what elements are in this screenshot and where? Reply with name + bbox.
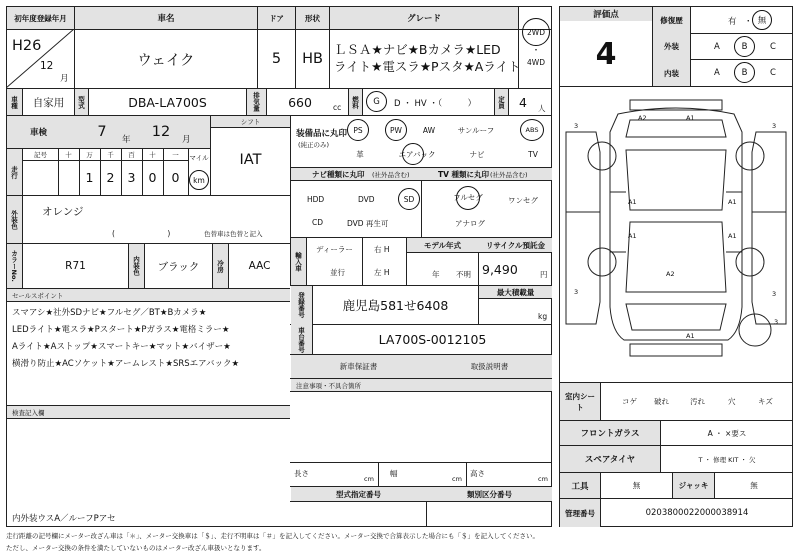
grade-line-2: ライト★電スラ★Pスタ★Aライト [334, 59, 521, 74]
equip-pw: PW [390, 125, 402, 135]
mark-a1-bottom: A1 [686, 332, 695, 340]
equip-abs: ABS [525, 126, 539, 134]
length-label: 長さ [294, 469, 309, 478]
digit-header: 十 [65, 151, 72, 159]
fuel-g: G [373, 96, 380, 107]
equip-aw: AW [422, 125, 436, 135]
equip-sunroof: サンルーフ [457, 125, 495, 135]
fuel-label: 燃料 [351, 95, 359, 109]
digit-header: 百 [128, 151, 135, 159]
equip-airbag: エアバック [398, 149, 436, 159]
inspector-label: 検査記入欄 [12, 409, 45, 417]
car-name-value: ウェイク [137, 52, 195, 69]
max-load-unit: kg [538, 312, 548, 321]
length-unit: cm [364, 475, 374, 483]
notice-label: 注意事項・不具合箇所 [296, 382, 361, 390]
car-name-label: 車名 [157, 14, 175, 24]
repair-sep: ・ [744, 17, 753, 27]
footer-line-2: ただし、メーター交換の条件を満たしていないものはメーター改ざん車扱いとなります。 [6, 544, 266, 552]
tv-fullseg: フルセグ [453, 192, 483, 202]
equip-leather: 革 [356, 149, 364, 159]
seat-item: 汚れ [690, 397, 705, 406]
score-value: 4 [595, 36, 617, 72]
max-load-label: 最大積載量 [496, 287, 535, 297]
sales-line: Aライト★Aストップ★スマートキー★マット★バイザー★ [12, 342, 231, 352]
model-year-unknown: 不明 [456, 270, 471, 279]
import-left-h: 左 H [374, 268, 390, 277]
tv-oneseg: ワンセグ [508, 196, 538, 205]
interior-grade-b: B [741, 67, 748, 78]
mark-a2-top: A2 [638, 114, 647, 122]
tv-note: (社外品含む) [490, 171, 528, 179]
first-reg-month: 12 [40, 60, 54, 72]
digit-header: 万 [86, 151, 93, 159]
grade-line-1: ＬＳＡ★ナビ★Bカメラ★LED [334, 42, 501, 57]
first-reg-month-unit: 月 [60, 74, 69, 84]
width-unit: cm [452, 475, 462, 483]
mileage-digit [58, 162, 79, 192]
spare-value: T ・ 修理 KIT ・ 欠 [698, 455, 756, 464]
shape-label: 形状 [305, 13, 320, 23]
inspector-note: 内外装ウスA／ルーフPアセ [12, 514, 116, 524]
mark-a2-bottom: A2 [666, 270, 675, 278]
mark-a1-right: A1 [728, 198, 737, 206]
seat-item: 穴 [728, 397, 736, 406]
seat-item: コゲ [622, 397, 637, 406]
tools-value: 無 [632, 481, 641, 490]
footer-line-1: 走行距離の記号欄にメーター改ざん車は「＊」、メーター交換車は「＄」、走行不明車は「＃」を記入してください。メーター交換で合算表示した場合にも「＄」を記入してください。 [6, 532, 539, 540]
drive-4wd: 4WD [527, 57, 545, 67]
import-label: 輸入車 [294, 251, 302, 272]
glass-value: A ・ ×要ス [707, 428, 747, 438]
digit-header: 十 [149, 151, 156, 159]
import-dealer: ディーラー [316, 245, 353, 254]
mileage-digit: 0 [171, 169, 180, 185]
width-label: 幅 [390, 469, 398, 478]
sales-line: スマアシ★社外SDナビ★フルセグ／BT★Bカメラ★ [12, 308, 207, 318]
sales-line: LEDライト★電スラ★Pスタート★Pガラス★電格ミラー★ [12, 325, 230, 335]
mileage-digit: 0 [148, 169, 157, 185]
seat-label: 室内シート [565, 391, 595, 412]
digit-header: 一 [172, 151, 179, 159]
model-year-label: モデル年式 [423, 240, 462, 250]
management-number: 0203800022000038914 [645, 508, 749, 518]
digit-header: 千 [107, 151, 114, 159]
tire-mark: 3 [774, 318, 779, 326]
tire-mark: 3 [772, 122, 777, 130]
equipment-label: 装備品に丸印 [296, 129, 348, 139]
inspection-year: 7 [97, 124, 107, 140]
navi-hdd: HDD [307, 195, 325, 204]
exterior-grade-a: A [714, 42, 720, 52]
mileage-digit: 3 [127, 169, 136, 185]
mile-label: マイル [189, 153, 209, 162]
mileage-digit: 1 [85, 169, 94, 185]
displacement-label: 排気量 [252, 92, 260, 112]
score-label: 評価点 [593, 10, 619, 20]
equip-navi: ナビ [469, 149, 485, 159]
seat-item: 破れ [654, 397, 669, 406]
capacity-value: 4 [519, 94, 527, 110]
ac-value: AAC [248, 260, 271, 272]
inspection-year-unit: 年 [122, 135, 131, 145]
registration-label: 登録番号 [297, 292, 305, 318]
equip-tv: TV [528, 149, 538, 159]
navi-sd: SD [403, 194, 415, 204]
repair-no: 無 [757, 16, 767, 26]
jack-value: 無 [750, 481, 758, 490]
exterior-grade-label: 外装 [664, 42, 679, 51]
navi-note: (社外品含む) [372, 171, 410, 179]
management-label: 管理番号 [565, 508, 595, 518]
navi-dvd: DVD [358, 195, 375, 204]
exterior-color: オレンジ [42, 206, 84, 218]
mark-a1-low: A1 [728, 232, 737, 240]
model-label: 型式 [77, 95, 85, 109]
shift-value: IAT [239, 152, 262, 168]
navi-dvd-play: DVD 再生可 [347, 219, 389, 228]
import-right-h: 右 H [374, 245, 390, 254]
inspection-label: 車検 [30, 128, 48, 138]
type-number-label: 型式指定番号 [336, 489, 381, 499]
first-reg-era: H26 [12, 38, 42, 54]
fuel-options: D ・ HV ・（ ） [394, 99, 477, 109]
manual: 取扱説明書 [470, 362, 509, 371]
jack-label: ジャッキ [678, 481, 709, 490]
recycle-yen: 円 [540, 270, 548, 279]
color-no-label: カラーNo. [10, 250, 18, 282]
mark-a1-top: A1 [686, 114, 695, 122]
registration-number: 鹿児島581せ6408 [342, 298, 449, 313]
drive-2wd: 2WD [527, 27, 545, 37]
sales-label: セールスポイント [12, 292, 64, 300]
repair-label: 修復歴 [660, 15, 683, 25]
repair-yes: 有 [728, 17, 737, 27]
equipment-sublabel: (純正のみ) [298, 141, 330, 149]
model-year-unit: 年 [432, 270, 440, 279]
mileage-label: 走行 [10, 165, 18, 179]
spare-label: スペアタイヤ [584, 455, 636, 465]
mileage-digit: 2 [106, 169, 115, 185]
displacement-value: 660 [288, 94, 312, 110]
recycle-label: リサイクル預託金 [486, 240, 545, 250]
model-value: DBA-LA700S [128, 94, 207, 110]
first-reg-label: 初年度登録年月 [14, 13, 67, 23]
capacity-unit: 人 [538, 104, 546, 113]
capacity-label: 定員 [497, 95, 505, 109]
tv-title: TV 種類に丸印 [438, 170, 490, 179]
ac-label: 冷房 [216, 259, 224, 273]
interior-grade-label: 内装 [664, 68, 679, 78]
car-body-diagram [560, 92, 792, 382]
inspection-month: 12 [151, 124, 171, 140]
import-parallel: 並行 [330, 268, 345, 277]
inspection-month-unit: 月 [182, 135, 191, 145]
mileage-memo-label: 記号 [34, 151, 47, 159]
navi-title: ナビ種類に丸印 [312, 170, 365, 179]
navi-cd: CD [312, 218, 324, 227]
class-number-label: 類別区分番号 [467, 489, 512, 499]
grade-label: グレード [406, 14, 441, 24]
door-value: 5 [271, 51, 282, 67]
exterior-note: 色替車は色替と記入 [204, 230, 263, 238]
displacement-unit: cc [333, 103, 342, 112]
height-label: 高さ [470, 469, 485, 478]
shift-label: シフト [240, 118, 261, 126]
interior-grade-a: A [714, 68, 720, 78]
interior-grade-c: C [770, 68, 776, 78]
equip-ps: PS [353, 125, 363, 135]
door-label: ドア [269, 13, 284, 23]
seat-item: キズ [758, 397, 773, 406]
exterior-grade-b: B [741, 41, 748, 52]
mark-a1-left: A1 [628, 198, 637, 206]
exterior-grade-c: C [770, 42, 776, 52]
tire-mark: 3 [574, 288, 579, 296]
tire-mark: 3 [772, 290, 777, 298]
color-no-value: R71 [65, 260, 86, 272]
mark-a1-mid: A1 [628, 232, 637, 240]
interior-color-label: 内装色 [132, 256, 140, 276]
drive-sep: ・ [531, 46, 541, 56]
shape-value: HB [302, 51, 323, 67]
glass-label: フロントガラス [580, 429, 640, 439]
recycle-value: 9,490 [482, 262, 518, 277]
category-value: 自家用 [32, 96, 65, 109]
exterior-paren: ( ) [112, 229, 171, 238]
category-label: 車種 [10, 95, 18, 109]
new-warranty: 新車保証書 [339, 362, 378, 371]
tv-analog: アナログ [455, 219, 485, 228]
height-unit: cm [538, 475, 548, 483]
tools-label: 工具 [571, 481, 589, 492]
km-label: km [193, 175, 205, 185]
chassis-number: LA700S-0012105 [378, 332, 487, 347]
exterior-label: 外装色 [10, 209, 18, 230]
sales-line: 横滑り防止★ACソケット★アームレスト★SRSエアバック★ [12, 359, 240, 369]
chassis-label: 車台番号 [297, 326, 305, 353]
interior-color-value: ブラック [157, 260, 200, 273]
tire-mark: 3 [574, 122, 579, 130]
